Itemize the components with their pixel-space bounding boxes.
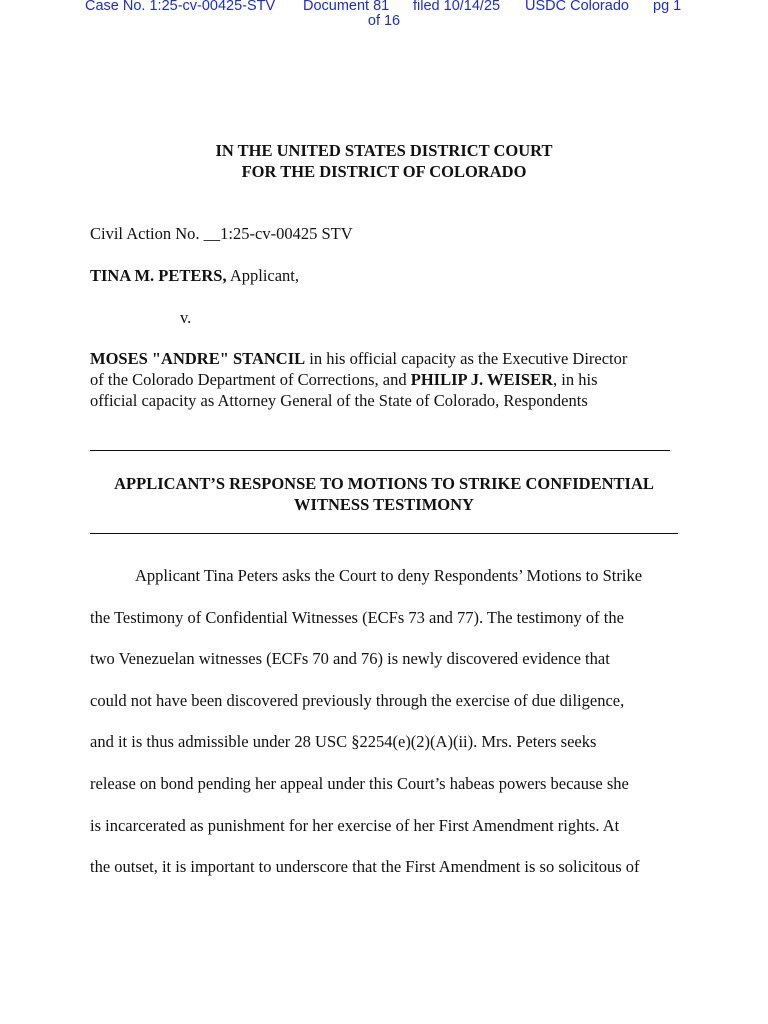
body-line: the outset, it is important to underscore that the First Amendment is so solicitous of — [90, 857, 640, 877]
applicant-line — [90, 265, 299, 286]
document-title-line-1: APPLICANT’S RESPONSE TO MOTIONS TO STRIKE CONFIDENTIAL — [114, 474, 654, 493]
applicant-role: Applicant, — [226, 266, 300, 285]
body-line: Applicant Tina Peters asks the Court to deny Respondents’ Motions to Strike — [135, 566, 643, 585]
body-line: release on bond pending her appeal under this Court’s habeas powers because she — [90, 773, 629, 793]
civil-action-number: Civil Action No. __1:25-cv-00425 STV — [90, 224, 353, 243]
body-line: could not have been discovered previously through the exercise of due diligence, — [90, 690, 625, 710]
respondents-line-2 — [90, 369, 690, 390]
respondent-1-description-cont: of the Colorado Department of Corrections, and — [90, 370, 411, 389]
body-line: the Testimony of Confidential Witnesses (ECFs 73 and 77). The testimony of the — [90, 607, 624, 627]
court-caption-line-1: IN THE UNITED STATES DISTRICT COURT — [215, 141, 553, 160]
document-title — [0, 473, 768, 515]
header-page-number: pg 1 — [653, 0, 682, 14]
court-caption — [0, 140, 768, 182]
document-title-line-2: WITNESS TESTIMONY — [294, 495, 474, 514]
versus-label: v. — [180, 308, 192, 327]
body-line: is incarcerated as punishment for her exercise of her First Amendment rights. At — [90, 815, 620, 835]
respondents-line-3: official capacity as Attorney General of the State of Colorado, Respondents — [90, 391, 588, 410]
respondents-block — [90, 348, 690, 411]
court-caption-line-2: FOR THE DISTRICT OF COLORADO — [241, 162, 527, 181]
respondents-line-1 — [90, 348, 690, 369]
applicant-name: TINA M. PETERS, — [90, 266, 227, 285]
body-line: two Venezuelan witnesses (ECFs 70 and 76) is newly discovered evidence that — [90, 649, 610, 669]
body-paragraph — [90, 555, 690, 888]
respondent-2-name: PHILIP J. WEISER — [410, 370, 554, 389]
respondent-1-name: MOSES "ANDRE" STANCIL — [90, 349, 306, 368]
caption-divider-top — [90, 450, 670, 451]
header-document-number: Document 81 — [303, 0, 390, 14]
header-filed-date: filed 10/14/25 — [413, 0, 501, 14]
header-court-name: USDC Colorado — [525, 0, 629, 14]
caption-divider-bottom — [90, 533, 678, 534]
header-page-total: of 16 — [367, 13, 401, 29]
body-line: and it is thus admissible under 28 USC §2254(e)(2)(A)(ii). Mrs. Peters seeks — [90, 732, 597, 752]
respondent-1-description: in his official capacity as the Executive Director — [305, 349, 628, 368]
respondent-2-description: , in his — [553, 370, 598, 389]
header-case-number: Case No. 1:25-cv-00425-STV — [85, 0, 276, 14]
